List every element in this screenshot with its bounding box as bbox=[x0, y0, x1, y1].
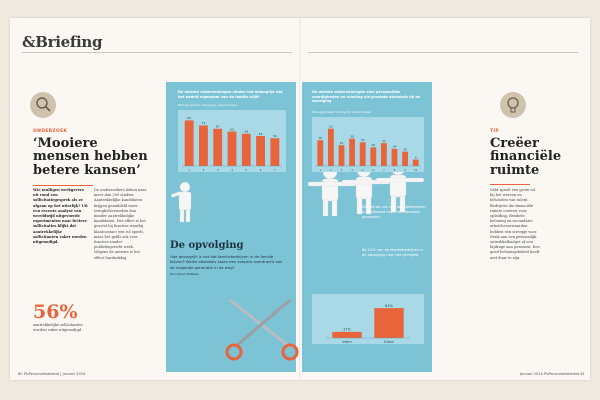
chart1-svg bbox=[178, 110, 286, 172]
chart2-value-7: 24 bbox=[392, 144, 397, 149]
chart2-category-5: 6 bbox=[372, 168, 375, 172]
chart2-value-6: 32 bbox=[382, 138, 386, 143]
chart1-value-0: 82 bbox=[187, 116, 192, 121]
left-intro: Wie mulligen werkgevers uit rond een sollicitatiegesprek als ze afgaan op het uiterlijk? Uit een recente analyse van wereldwijd uitgevoerde experimenten naar fictieve sollicitaties blijkt dat aantrekkelijke sollicitanten vaker worden uitgenodigd. bbox=[33, 188, 88, 245]
chart1-bar-4 bbox=[242, 134, 251, 166]
feature-title: De opvolging bbox=[170, 240, 244, 251]
chart1-category-4: 5 bbox=[245, 168, 248, 172]
chart1-category-2: 3 bbox=[216, 168, 219, 172]
chart3-category-0: Intern bbox=[342, 339, 352, 344]
chart1-category-5: 6 bbox=[259, 168, 262, 172]
right-headline-underline bbox=[490, 184, 530, 185]
chart1-category-6: 7 bbox=[274, 168, 276, 172]
chart1-value-5: 54 bbox=[258, 131, 263, 136]
chart1-bar-5 bbox=[256, 136, 265, 166]
chart1-value-3: 62 bbox=[230, 127, 234, 132]
chart1-bar-2 bbox=[213, 129, 222, 166]
chart2-bar-2 bbox=[339, 145, 345, 166]
chart2-bar-1 bbox=[328, 129, 334, 166]
chart1-value-4: 58 bbox=[244, 129, 249, 134]
chart2-category-0: 1 bbox=[319, 168, 322, 172]
chart2-value-0: 36 bbox=[318, 136, 323, 140]
chart2-value-9: 9 bbox=[414, 155, 417, 160]
chart2-bar-3 bbox=[349, 139, 355, 166]
header-rule-right bbox=[308, 52, 578, 53]
chart2-value-2: 29 bbox=[339, 141, 344, 146]
left-headline: ‘Mooiere mensen hebben betere kansen’ bbox=[33, 136, 148, 178]
left-footer: 60 P&Personeelsbeleid | Januari 2024 bbox=[18, 372, 86, 376]
chart2-svg bbox=[312, 117, 424, 172]
chart1-bar-1 bbox=[199, 125, 208, 166]
chart3-value-1: 83% bbox=[385, 303, 393, 308]
chart1-bar-3 bbox=[228, 132, 237, 166]
stat-text: aantrekkelijke sollicitanten worden vaker uitgenodigd bbox=[33, 323, 83, 333]
search-icon bbox=[30, 92, 56, 118]
headline-underline bbox=[33, 185, 93, 186]
chart1-category-1: 2 bbox=[202, 168, 205, 172]
chart2-category-7: 8 bbox=[393, 168, 396, 172]
chart1-title: De meeste ondernemingen vinden het belangrijk dat het bedrijf eigendom van de familie blijft bbox=[178, 90, 283, 99]
chart2-category-8: 9 bbox=[404, 168, 406, 172]
chart2-bar-0 bbox=[317, 140, 323, 166]
chart2-category-9: 10 bbox=[414, 168, 418, 172]
chart1-bar-6 bbox=[270, 138, 279, 166]
callout-2: Bij 12% van de familiebedrijven is de opvolging nog niet geregeld. bbox=[362, 248, 424, 258]
chart3-value-0: 17% bbox=[343, 327, 351, 332]
right-headline: Creëer financiële ruimte bbox=[490, 136, 562, 178]
chart2-category-1: 2 bbox=[330, 168, 332, 172]
chart2-title: De meeste ondernemingen zien persoonlijke vaardigheden en scholing als grootste obstakels bij de opvolging bbox=[312, 90, 421, 104]
left-category: ONDERZOEK bbox=[33, 129, 68, 134]
chart2-subtitle: Belangrijk/zeer belangrijk, percentages bbox=[312, 110, 371, 114]
feature-credit: Door Ruud Wobbes bbox=[170, 271, 199, 276]
chart2-bar-4 bbox=[360, 142, 366, 166]
chart1-value-6: 50 bbox=[272, 134, 277, 139]
paper-dolls-illustration bbox=[170, 165, 300, 245]
right-body: Geld speelt een grote rol bij het werven en behouden van talent. Bedrijven die financiële ruimte creëren voor opleiding, flexibele beloning en secundaire arbeidsvoorwaarden hebben een streepje voor. Denk aan een persoonlijk ontwikkelbudget of een bijdrage aan pensioen. Een goed beloningsbeleid hoeft niet duur te zijn. bbox=[490, 188, 540, 260]
chart2-value-5: 26 bbox=[371, 143, 376, 148]
section-title: &Briefing bbox=[22, 33, 103, 51]
chart2-plot bbox=[312, 117, 424, 172]
left-column-2: De onderzoekers keken naar meer dan 200 studies. Aantrekkelijke kandidaten krijgen gemiddeld meer terugbelverzoeken dan minder aantrekkelijke kandidaten. Het effect is het grootst bij functies waarbij klantcontact een rol speelt, maar het geldt ook voor functies zonder publieksgericht werk. Volgens de auteurs is het effect hardnekkig. bbox=[94, 188, 147, 260]
right-footer: Januari 2024 P&Personeelsbeleid 61 bbox=[520, 372, 585, 376]
chart1-value-2: 67 bbox=[215, 124, 220, 129]
chart2-category-4: 5 bbox=[361, 168, 364, 172]
header-rule-left bbox=[22, 52, 292, 53]
chart1-subtitle: Belangrijk/zeer belangrijk, percentages bbox=[178, 103, 237, 107]
chart2-category-6: 7 bbox=[383, 168, 385, 172]
chart2-bar-6 bbox=[381, 143, 387, 166]
scissors-icon bbox=[220, 292, 300, 362]
chart2-bar-5 bbox=[370, 147, 376, 166]
chart3-bar-1 bbox=[374, 308, 403, 338]
chart2-value-3: 38 bbox=[350, 134, 354, 139]
feature-subtitle: Hoe belangrijk is het dat familiebedrijven in de familie blijven? Welke obstakels staan een soepele overdracht aan de volgende generatie in de weg? bbox=[170, 254, 283, 270]
chart2-value-1: 52 bbox=[329, 124, 333, 129]
callout-1: Een derde van alle familiebedrijven in Nederland heeft een opvolger gevonden. bbox=[362, 205, 426, 220]
chart3-bar-0 bbox=[332, 332, 361, 338]
chart2-value-4: 33 bbox=[360, 138, 365, 143]
chart2-category-3: 4 bbox=[351, 168, 353, 172]
chart2-bar-7 bbox=[392, 149, 398, 166]
chart1-category-0: 1 bbox=[188, 168, 190, 172]
chart1-value-1: 73 bbox=[201, 121, 206, 126]
feature-title-block bbox=[170, 240, 300, 280]
chart3-svg bbox=[312, 294, 424, 344]
chart1-bar-0 bbox=[185, 120, 194, 166]
chart3-category-1: Extern bbox=[384, 339, 394, 344]
chart1-category-3: 4 bbox=[231, 168, 233, 172]
lightbulb-icon bbox=[500, 92, 526, 118]
chart1-plot bbox=[178, 110, 286, 172]
chart2-bar-8 bbox=[402, 152, 408, 166]
chart2-category-2: 3 bbox=[340, 168, 343, 172]
chart2-value-8: 20 bbox=[403, 147, 407, 152]
chart3-plot bbox=[312, 294, 424, 344]
stat-value: 56% bbox=[33, 301, 78, 323]
chart2-bar-9 bbox=[413, 160, 419, 166]
right-category: TIP bbox=[490, 129, 499, 134]
